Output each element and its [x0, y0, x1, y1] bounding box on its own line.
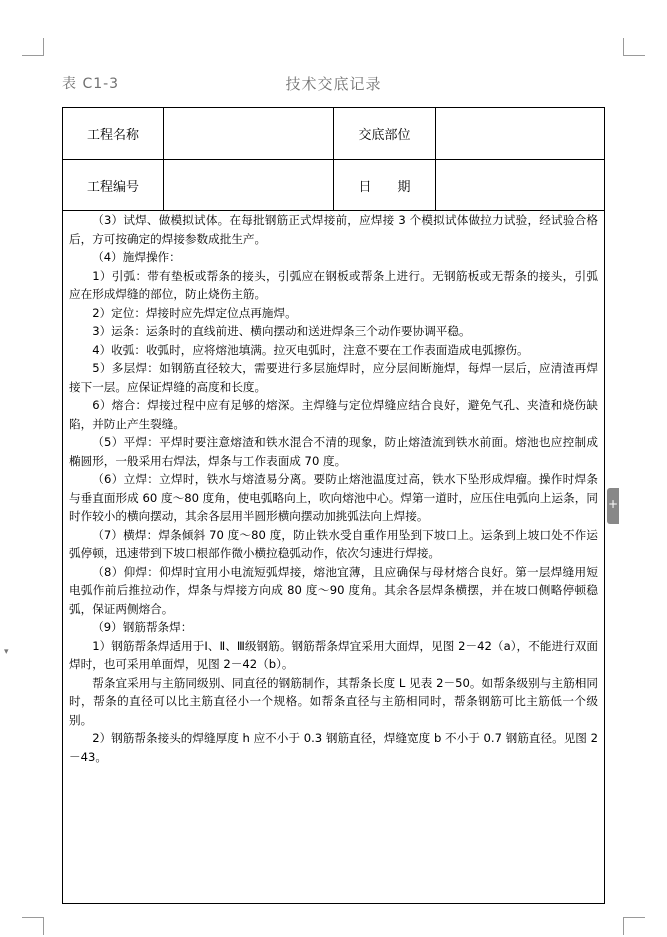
content-paragraph: （5）平焊：平焊时要注意熔渣和铁水混合不清的现象，防止熔渣流到铁水前面。熔池也应控制成椭圆形，一般采用右焊法，焊条与工作表面成 70 度。: [69, 435, 598, 468]
form-code: 表 C1-3: [62, 76, 120, 92]
content-paragraph: 6）熔合：焊接过程中应有足够的熔深。主焊缝与定位焊缝应结合良好，避免气孔、夹渣和烧伤缺陷，并防止产生裂缝。: [69, 398, 598, 431]
date-label: 日 期: [358, 180, 411, 195]
crop-mark-bottom-right-h: [623, 917, 645, 918]
project-name-field[interactable]: [164, 124, 333, 142]
content-paragraph: 1）引弧：带有垫板或帮条的接头，引弧应在钢板或帮条上进行。无钢筋板或无帮条的接头，引弧应在形成焊缝的部位，防止烧伤主筋。: [69, 268, 598, 301]
crop-mark-top-left-v: [43, 38, 44, 56]
expand-side-tab[interactable]: [607, 488, 619, 524]
project-no-field[interactable]: [164, 176, 333, 194]
content-paragraph: （6）立焊：立焊时，铁水与熔渣易分离。要防止熔池温度过高，铁水下坠形成焊瘤。操作时焊条与垂直面形成 60 度～80 度角，使电弧略向上，吹向熔池中心。焊第一道时，应压住电弧向上运条，同时作较小的横向摆动，其余各层用半圆形横向摆动加挑弧法向上焊接。: [69, 472, 598, 523]
crop-mark-top-right-h: [623, 55, 645, 56]
content-paragraph: 4）收弧：收弧时，应将熔池填满。拉灭电弧时，注意不要在工作表面造成电弧擦伤。: [92, 342, 529, 357]
page-title: 技术交底记录: [285, 75, 382, 93]
content-paragraph: （9）钢筋帮条焊：: [92, 620, 193, 634]
handover-part-field[interactable]: [436, 124, 604, 142]
record-form: [62, 107, 605, 904]
project-no-label: 工程编号: [86, 180, 139, 195]
content-paragraph: 1）钢筋帮条焊适用于Ⅰ、Ⅱ、Ⅲ级钢筋。钢筋帮条焊宜采用大面焊，见图 2－42（a），不能进行双面焊时，也可采用单面焊，见图 2－42（b）。: [69, 638, 598, 671]
project-name-label: 工程名称: [86, 128, 139, 143]
handover-part-label: 交底部位: [358, 128, 411, 143]
content-paragraph: 2）钢筋帮条接头的焊缝厚度 h 应不小于 0.3 钢筋直径，焊缝宽度 b 不小于 0.7 钢筋直径。见图 2－43。: [69, 731, 598, 764]
content-paragraph: （4）施焊操作：: [92, 250, 181, 264]
content-paragraph: （8）仰焊：仰焊时宜用小电流短弧焊接，熔池宜薄，且应确保与母材熔合良好。第一层焊缝用短电弧作前后推拉动作，焊条与焊接方向成 80 度～90 度角。其余各层焊条横摆，并在坡口侧略停顿稳弧，保证两侧熔合。: [69, 564, 598, 616]
content-paragraph: 3）运条：运条时的直线前进、横向摆动和送进焊条三个动作要协调平稳。: [92, 324, 471, 338]
crop-mark-bottom-left-h: [22, 917, 44, 918]
content-paragraph: 2）定位：焊接时应先焊定位点再施焊。: [92, 305, 297, 320]
date-field[interactable]: [436, 176, 604, 194]
content-paragraph: （3）试焊、做模拟试体。在每批钢筋正式焊接前，应焊接 3 个模拟试体做拉力试验，经试验合格后，方可按确定的焊接参数成批生产。: [69, 213, 598, 246]
crop-mark-top-left-h: [22, 55, 44, 56]
crop-mark-top-right-v: [623, 38, 624, 56]
content-paragraph: 帮条宜采用与主筋同级别、同直径的钢筋制作，其帮条长度 L 见表 2－50。如帮条级别与主筋相同时，帮条的直径可以比主筋直径小一个规格。如帮条直径与主筋相同时，帮条钢筋可比主筋低一个级别。: [69, 675, 598, 727]
content-paragraph: 5）多层焊：如钢筋直径较大，需要进行多层施焊时，应分层间断施焊，每焊一层后，应清渣再焊接下一层。应保证焊缝的高度和长度。: [69, 361, 598, 394]
crop-mark-bottom-right-v: [623, 917, 624, 935]
content-paragraph: （7）横焊：焊条倾斜 70 度～80 度，防止铁水受自重作用坠到下坡口上。运条到上坡口处不作运弧停顿，迅速带到下坡口根部作微小横拉稳弧动作，依次匀速进行焊接。: [69, 527, 598, 560]
handover-content: [63, 211, 604, 766]
plus-icon: +: [608, 497, 619, 511]
crop-mark-bottom-left-v: [43, 917, 44, 935]
caret-down-icon: ▾: [4, 647, 9, 657]
